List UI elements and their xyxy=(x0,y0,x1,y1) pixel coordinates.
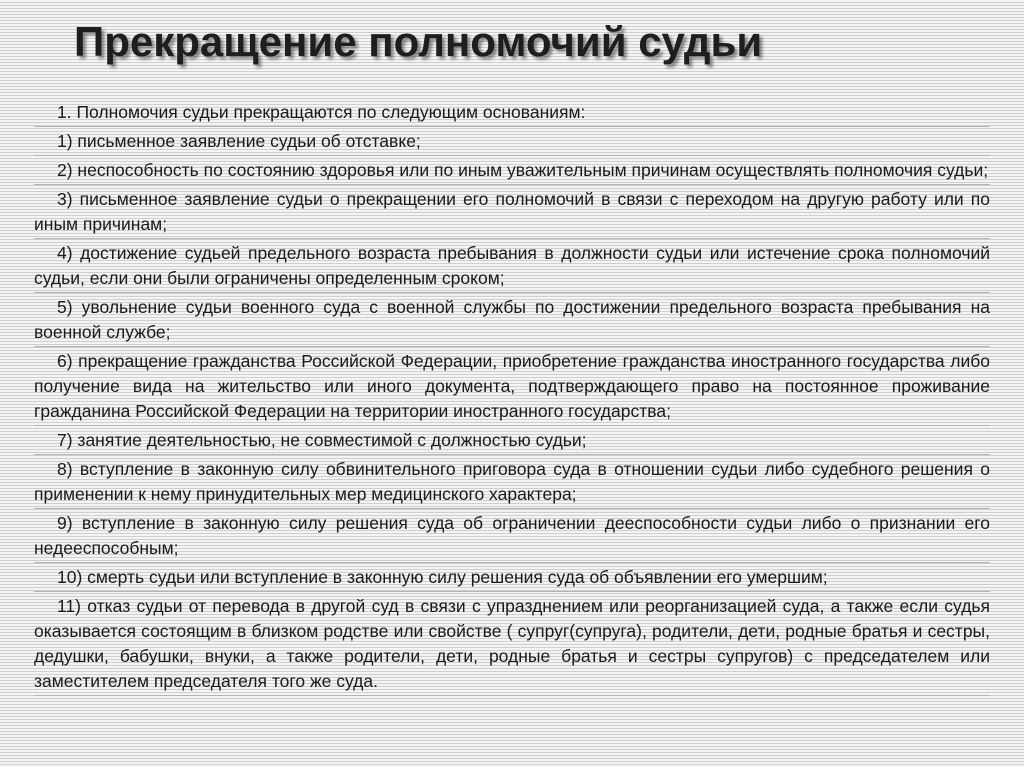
paragraph-item-1: 1) письменное заявление судьи об отставке; xyxy=(34,129,990,156)
paragraph-intro: 1. Полномочия судьи прекращаются по следующим основаниям: xyxy=(34,100,990,127)
paragraph-item-6: 6) прекращение гражданства Российской Федерации, приобретение гражданства иностранного государства либо получение вида на жительство или иного документа, подтверждающего право на постоянное проживание гражданина Российской Федерации на территории иностранного государства; xyxy=(34,349,990,426)
slide-body xyxy=(34,100,990,696)
paragraph-item-8: 8) вступление в законную силу обвинительного приговора суда в отношении судьи либо судебного решения о применении к нему принудительных мер медицинского характера; xyxy=(34,457,990,509)
paragraph-item-3: 3) письменное заявление судьи о прекращении его полномочий в связи с переходом на другую работу или по иным причинам; xyxy=(34,187,990,239)
paragraph-item-4: 4) достижение судьей предельного возраста пребывания в должности судьи или истечение срока полномочий судьи, если они были ограничены определенным сроком; xyxy=(34,241,990,293)
paragraph-item-7: 7) занятие деятельностью, не совместимой с должностью судьи; xyxy=(34,428,990,455)
paragraph-item-5: 5) увольнение судьи военного суда с военной службы по достижении предельного возраста пребывания на военной службе; xyxy=(34,295,990,347)
slide-title: Прекращение полномочий судьи xyxy=(74,18,763,65)
paragraph-item-10: 10) смерть судьи или вступление в законную силу решения суда об объявлении его умершим; xyxy=(34,565,990,592)
paragraph-item-9: 9) вступление в законную силу решения суда об ограничении дееспособности судьи либо о признании его недееспособным; xyxy=(34,511,990,563)
paragraph-item-11: 11) отказ судьи от перевода в другой суд в связи с упразднением или реорганизацией суда, а также если судья оказывается состоящим в близком родстве или свойстве ( супруг(супруга), родители, дети, родные братья и сестры, дедушки, бабушки, внуки, а также родители, дети, родные братья и сестры супругов) с председателем или заместителем председателя того же суда. xyxy=(34,594,990,696)
paragraph-item-2: 2) неспособность по состоянию здоровья или по иным уважительным причинам осуществлять полномочия судьи; xyxy=(34,158,990,185)
